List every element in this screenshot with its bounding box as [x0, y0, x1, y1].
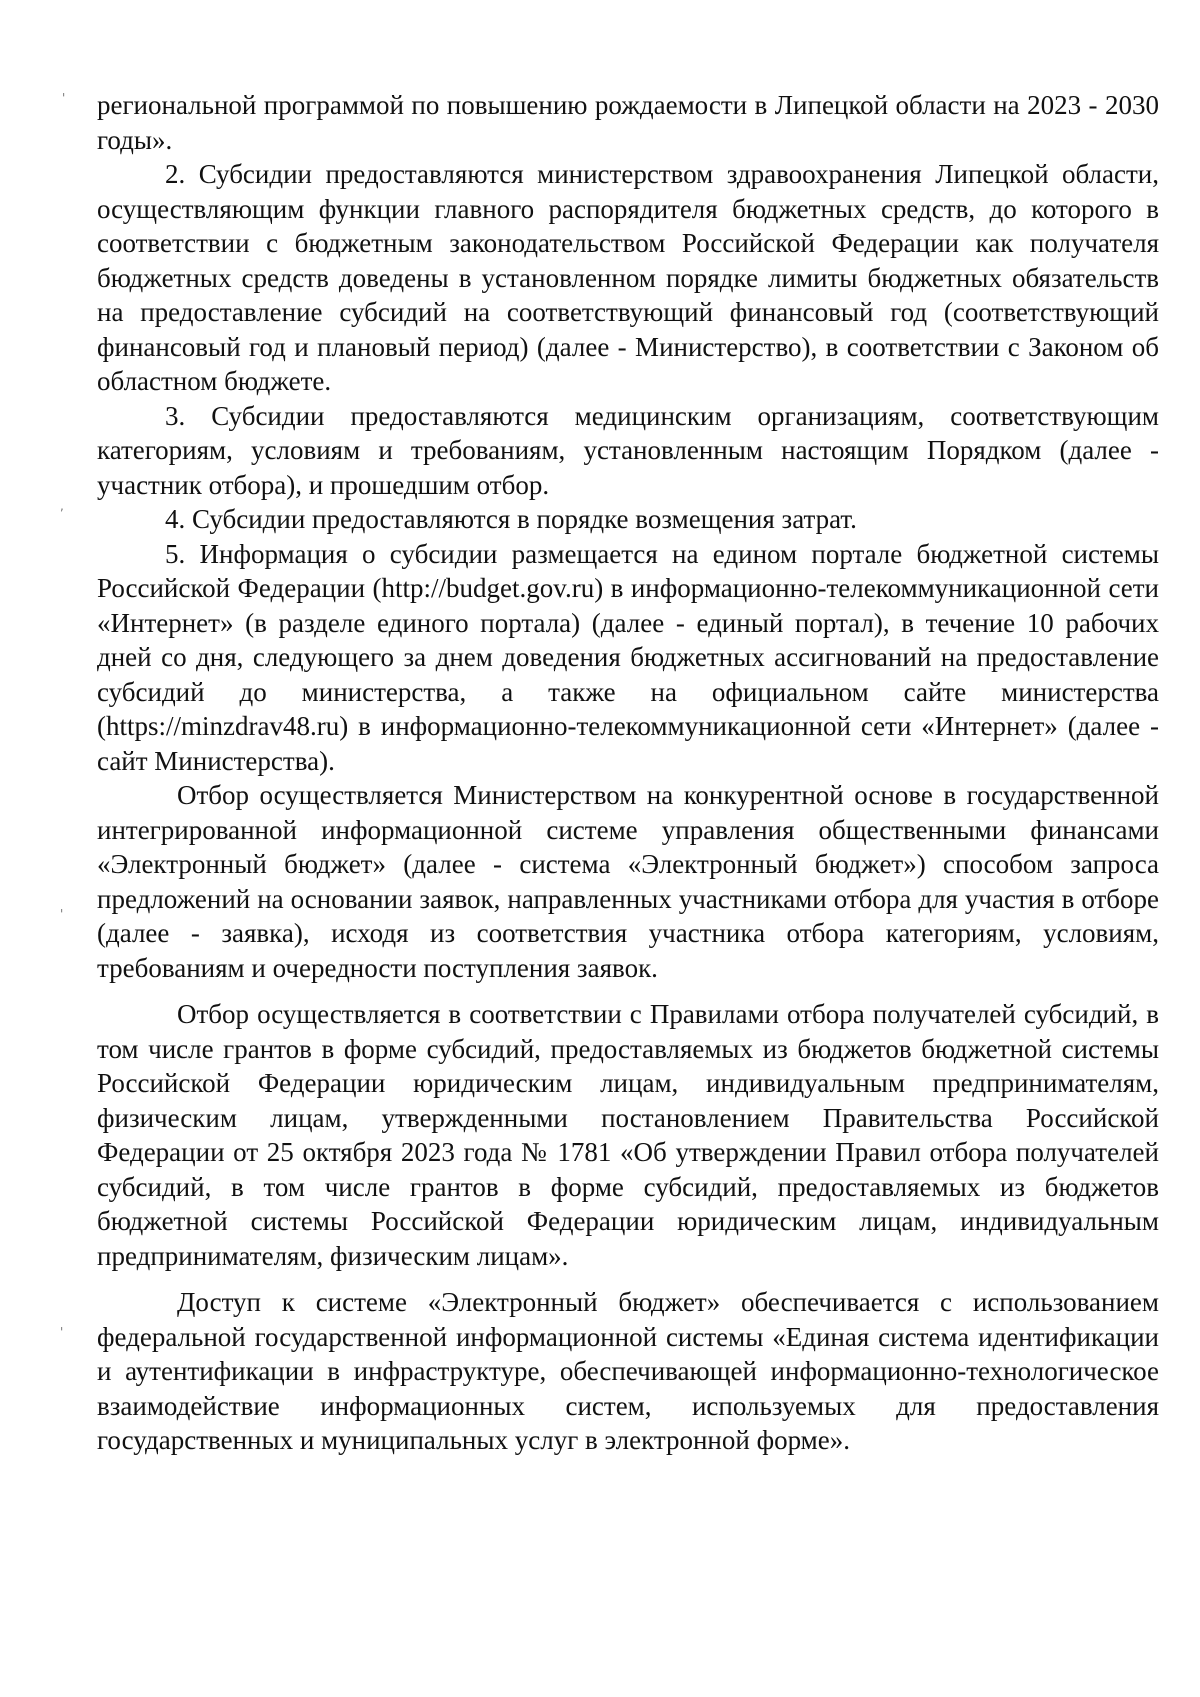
paragraph-selection-method: Отбор осуществляется Министерством на конкурентной основе в государственной интегрированной информационной системе управления общественными финансами «Электронный бюджет» (далее - система «Электронный бюджет») способом запроса предложений на основании заявок, направленных участниками отбора для участия в отборе (далее - заявка), исходя из соответствия участника отбора категориям, условиям, требованиям и очередности поступления заявок. — [97, 780, 1159, 983]
paragraph-item-2: 2. Субсидии предоставляются министерством здравоохранения Липецкой области, осуществляющим функции главного распорядителя бюджетных средств, до которого в соответствии с бюджетным законодательством Российской Федерации как получателя бюджетных средств доведены в установленном порядке лимиты бюджетных обязательств на предоставление субсидий на соответствующий финансовый год (соответствующий финансовый год и плановый период) (далее - Министерство), в соответствии с Законом об областном бюджете. — [97, 159, 1159, 396]
paragraph-system-access: Доступ к системе «Электронный бюджет» обеспечивается с использованием федеральной государственной информационной системы «Единая система идентификации и аутентификации в инфраструктуре, обеспечивающей информационно-технологическое взаимодействие информационных систем, используемых для предоставления государственных и муниципальных услуг в электронной форме». — [97, 1287, 1159, 1455]
paragraph-continuation: региональной программой по повышению рождаемости в Липецкой области на 2023 - 2030 годы». — [97, 90, 1159, 155]
scan-speck: , — [60, 499, 64, 513]
paragraph-item-5: 5. Информация о субсидии размещается на едином портале бюджетной системы Российской Федерации (http://budget.gov.ru) в информационно-телекоммуникационной сети «Интернет» (в разделе единого портала) (далее - единый портал), в течение 10 рабочих дней со дня, следующего за днем доведения бюджетных ассигнований на предоставление субсидий до министерства, а также на официальном сайте министерства (https://minzdrav48.ru) в информационно-телекоммуникационной сети «Интернет» (далее - сайт Министерства). — [97, 538, 1159, 776]
scan-speck: ' — [62, 91, 66, 105]
scan-speck: ' — [60, 1325, 64, 1339]
paragraph-selection-rules: Отбор осуществляется в соответствии с Правилами отбора получателей субсидий, в том числе грантов в форме субсидий, предоставляемых из бюджетов бюджетной системы Российской Федерации юридическим лицам, индивидуальным предпринимателям, физическим лицам, утвержденными постановлением Правительства Российской Федерации от 25 октября 2023 года № 1781 «Об утверждении Правил отбора получателей субсидий, в том числе грантов в форме субсидий, предоставляемых из бюджетов бюджетной системы Российской Федерации юридическим лицам, индивидуальным предпринимателям, физическим лицам». — [97, 999, 1159, 1271]
paragraph-item-4: 4. Субсидии предоставляются в порядке возмещения затрат. — [165, 504, 857, 534]
scan-speck: ' — [60, 907, 64, 921]
document-body — [97, 88, 1159, 1458]
paragraph-item-3: 3. Субсидии предоставляются медицинским организациям, соответствующим категориям, условиям и требованиям, установленным настоящим Порядком (далее - участник отбора), и прошедшим отбор. — [97, 400, 1159, 500]
